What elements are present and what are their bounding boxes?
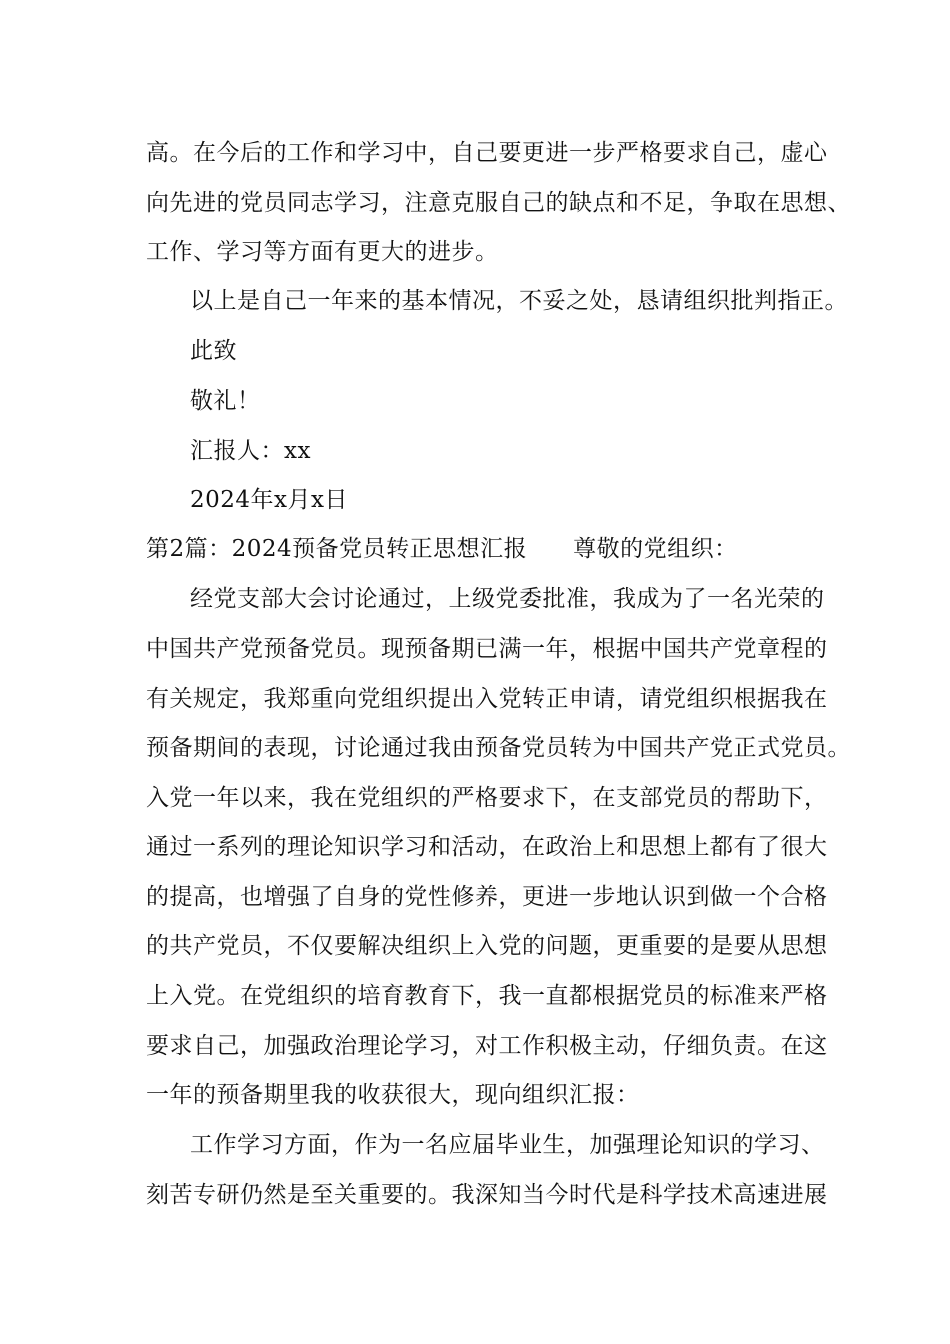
text-line: 上入党。在党组织的培育教育下，我一直都根据党员的标准来严格	[146, 983, 828, 1009]
text-line: 工作学习方面，作为一名应届毕业生，加强理论知识的学习、	[190, 1132, 825, 1158]
closing-paragraph: 以上是自己一年来的基本情况，不妥之处，恳请组织批判指正。	[190, 288, 848, 314]
text-line: 有关规定，我郑重向党组织提出入党转正申请，请党组织根据我在	[146, 686, 828, 712]
text-line: 刻苦专研仍然是至关重要的。我深知当今时代是科学技术高速进展	[146, 1182, 828, 1208]
text-line: 经党支部大会讨论通过，上级党委批准，我成为了一名光荣的	[190, 586, 825, 612]
text-line: 预备期间的表现，讨论通过我由预备党员转为中国共产党正式党员。	[146, 735, 851, 761]
salutation: 尊敬的党组织：	[573, 536, 738, 562]
report-date: 2024年x月x日	[190, 487, 348, 513]
text-line: 要求自己，加强政治理论学习，对工作积极主动，仔细负责。在这	[146, 1033, 828, 1059]
section-title: 第2篇：2024预备党员转正思想汇报	[146, 536, 528, 562]
text-line: 入党一年以来，我在党组织的严格要求下，在支部党员的帮助下，	[146, 785, 828, 811]
salute: 敬礼！	[190, 388, 261, 414]
reporter-name: 汇报人：xx	[190, 438, 311, 464]
text-line: 高。在今后的工作和学习中，自己要更进一步严格要求自己，虚心	[146, 140, 828, 166]
text-line: 向先进的党员同志学习，注意克服自己的缺点和不足，争取在思想、	[146, 190, 851, 216]
closing-phrase: 此致	[190, 338, 237, 364]
text-line: 通过一系列的理论知识学习和活动，在政治上和思想上都有了很大	[146, 834, 828, 860]
text-line: 的提高，也增强了自身的党性修养，更进一步地认识到做一个合格	[146, 884, 828, 910]
text-line: 的共产党员，不仅要解决组织上入党的问题，更重要的是要从思想	[146, 933, 828, 959]
text-line: 中国共产党预备党员。现预备期已满一年，根据中国共产党章程的	[146, 636, 828, 662]
text-line: 工作、学习等方面有更大的进步。	[146, 239, 499, 265]
text-line: 一年的预备期里我的收获很大，现向组织汇报：	[146, 1082, 640, 1108]
section-heading	[146, 534, 738, 564]
